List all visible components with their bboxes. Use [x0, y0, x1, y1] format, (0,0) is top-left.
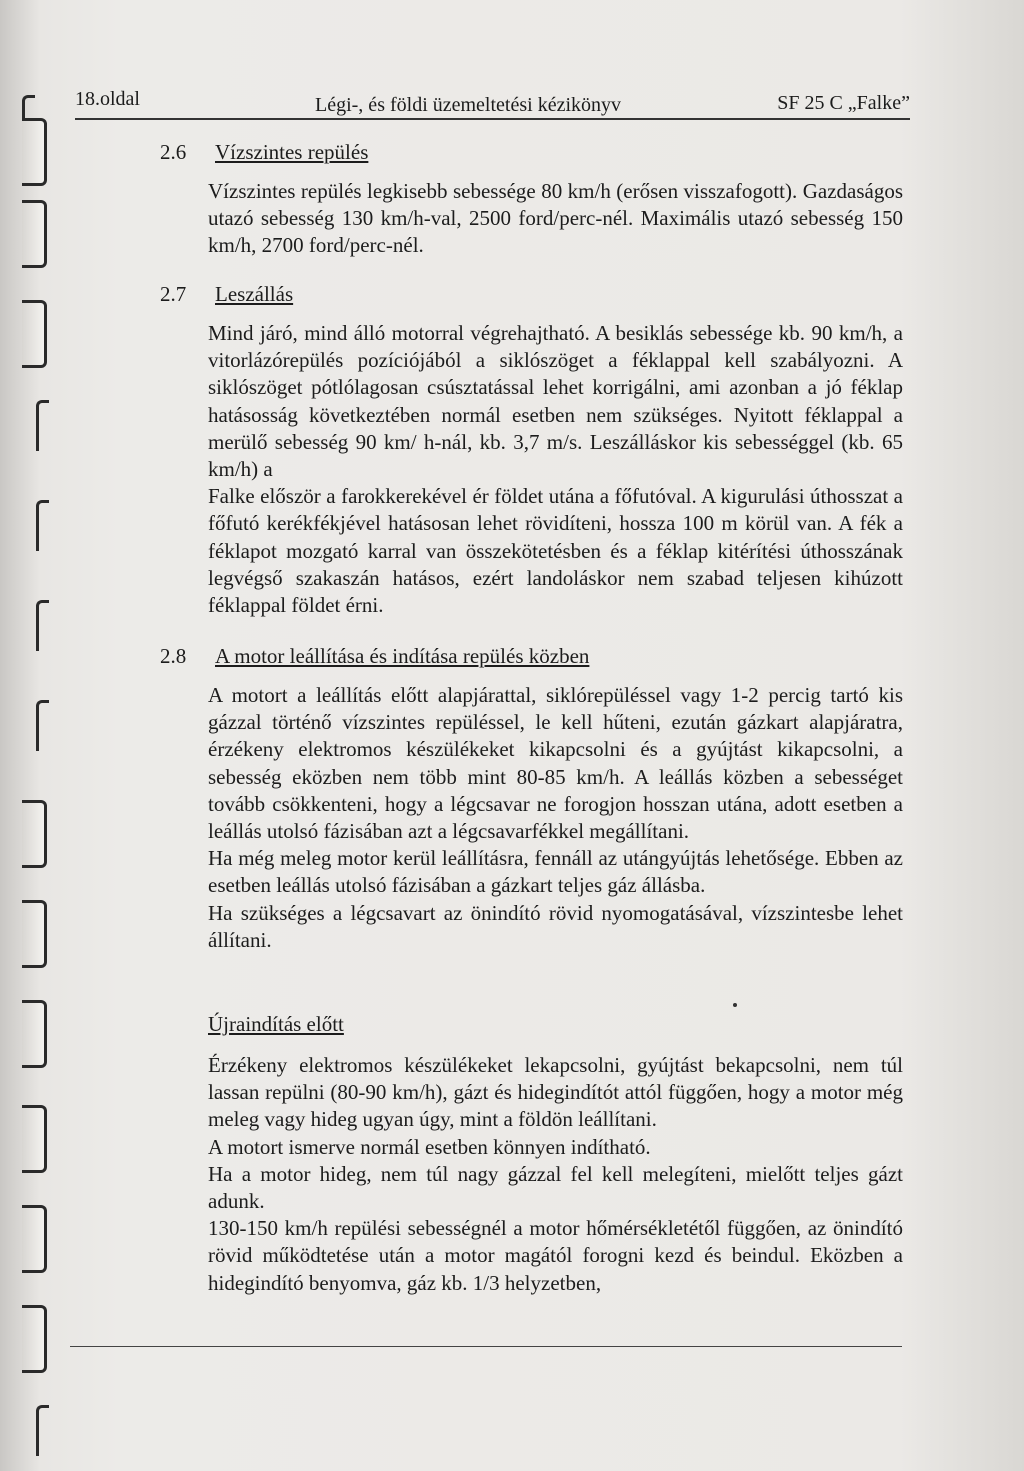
binding-ring: [22, 118, 47, 186]
binding-ring: [36, 600, 49, 651]
paragraph: 130-150 km/h repülési sebességnél a motor hőmérsékletétől függően, az önindító rövid működtetése után a motor magától forogni kezd és beindul. Eközben a hidegindító benyomva, gáz kb. 1/3 helyzetben,: [208, 1216, 903, 1295]
section-heading: [160, 282, 293, 307]
binding-ring: [22, 1205, 47, 1273]
paragraph: Falke először a farokkerekével ér földet utána a főfutóval. A kigurulási úthosszat a főfutó kerékfékjével hatásosan lehet rövidíteni, hossza 100 m körül van. A fék a féklapot mozgató karral van összekötetésben és a féklap kitérítési úthosszának legvégső szakaszán hatásos, ezért landoláskor nem szabad teljesen kihúzott féklappal földet érni.: [208, 484, 903, 618]
page-header: [75, 86, 910, 120]
binding-ring: [22, 200, 47, 268]
section-body: [208, 682, 903, 954]
binding-ring: [22, 1105, 47, 1173]
paragraph: A motort ismerve normál esetben könnyen indítható.: [208, 1134, 651, 1159]
section-heading: [160, 140, 368, 165]
section-body: [208, 320, 903, 619]
section-heading: [160, 644, 589, 669]
section-number: 2.6: [160, 140, 187, 164]
subsection-title: Újraindítás előtt: [208, 1012, 344, 1036]
paragraph: A motort a leállítás előtt alapjárattal, siklórepüléssel vagy 1-2 percig tartó kis gázzal történő vízszintes repüléssel, le kell hűteni, ezután gázkart alapjáratra, érzékeny elektromos készülékeket kikapcsolni és a gyújtást kikapcsolni, a sebesség eközben nem több mint 80-85 km/h. A leállás közben a sebességet tovább csökkenteni, hogy a légcsavar ne forogjon hosszan utána, adott esetben a leállás utolsó fázisában azt a légcsavarfékkel megállítani.: [208, 683, 903, 844]
footer-rule: [70, 1346, 902, 1347]
binding-ring: [22, 1000, 47, 1068]
paragraph: Vízszintes repülés legkisebb sebessége 80 km/h (erősen visszafogott). Gazdaságos utazó sebesség 130 km/h-val, 2500 ford/perc-nél. Maximális utazó sebesség 150 km/h, 2700 ford/perc-nél.: [208, 179, 903, 258]
aircraft-type: SF 25 C „Falke”: [777, 92, 910, 114]
section-title: A motor leállítása és indítása repülés közben: [215, 644, 590, 668]
ink-mark: [733, 1003, 737, 1007]
binding-ring: [36, 400, 49, 451]
binding-ring: [22, 800, 47, 868]
section-number: 2.7: [160, 282, 187, 306]
binding-ring: [36, 500, 49, 551]
section-body: [208, 178, 903, 260]
paragraph: Ha még meleg motor kerül leállításra, fennáll az utángyújtás lehetősége. Ebben az esetben leállás utolsó fázisában a gázkart teljes gáz állásba.: [208, 846, 903, 898]
paragraph: Érzékeny elektromos készülékeket lekapcsolni, gyújtást bekapcsolni, nem túl lassan repülni (80-90 km/h), gázt és hidegindítót attól függően, hogy a motor még meleg vagy hideg ugyan úgy, mint a földön leállítani.: [208, 1053, 903, 1132]
spiral-binding: [0, 0, 60, 1471]
paragraph: Ha szükséges a légcsavart az önindító rövid nyomogatásával, vízszintesbe lehet állítani.: [208, 900, 903, 952]
subsection-body: [208, 1052, 903, 1297]
binding-ring: [22, 300, 47, 368]
page-number: 18.oldal: [75, 88, 140, 110]
manual-title: Légi-, és földi üzemeltetési kézikönyv: [315, 94, 622, 116]
section-title: Leszállás: [215, 282, 294, 306]
paragraph: Ha a motor hideg, nem túl nagy gázzal fel kell melegíteni, mielőtt teljes gázt adunk.: [208, 1161, 903, 1214]
section-number: 2.8: [160, 644, 187, 668]
section-title: Vízszintes repülés: [215, 140, 369, 164]
binding-ring: [22, 1305, 47, 1373]
paragraph: Mind járó, mind álló motorral végrehajtható. A besiklás sebessége kb. 90 km/h, a vitorlázórepülés pozíciójából a siklószöget a féklappal kell szabályozni. A siklószöget pótlólagosan csúsztatással lehet korrigálni, ami azonban a jó féklap hatásosság következtében normál esetben nem szükséges. Nyitott féklappal a merülő sebesség 90 km/ h-nál, kb. 3,7 m/s. Leszálláskor kis sebességgel (kb. 65 km/h) a: [208, 321, 903, 482]
binding-ring: [36, 700, 49, 751]
binding-ring: [36, 1405, 49, 1456]
binding-ring: [22, 900, 47, 968]
